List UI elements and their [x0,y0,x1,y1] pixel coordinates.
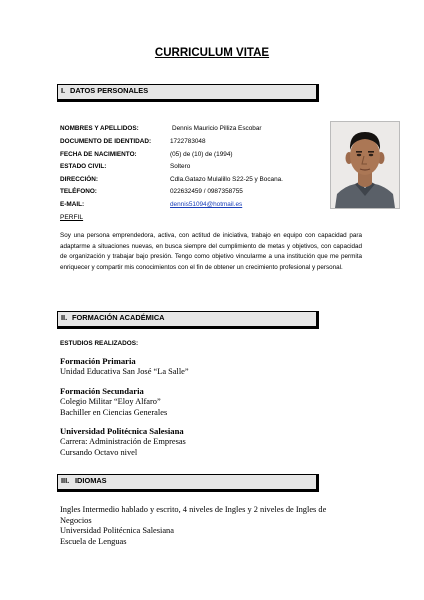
university-level: Cursando Octavo nivel [60,448,138,457]
portrait-image [331,122,399,208]
primary-school: Unidad Educativa San José “La Salle” [60,367,189,376]
field-label-birthdate: FECHA DE NACIMIENTO: [60,151,137,158]
university-career: Carrera: Administración de Empresas [60,437,186,446]
section-label: IDIOMAS [75,476,107,485]
profile-heading: PERFIL [60,214,84,221]
section-languages-header [57,474,319,492]
languages-line: Ingles Intermedio hablado y escrito, 4 niveles de Ingles y 2 niveles de Ingles de [60,505,327,514]
languages-line: Negocios [60,515,92,525]
field-label-civil-status: ESTADO CIVIL: [60,163,107,170]
studies-heading: ESTUDIOS REALIZADOS: [60,340,139,347]
languages-line: Universidad Politécnica Salesiana [60,526,174,535]
primary-title: Formación Primaria [60,356,136,366]
university-title: Universidad Politécnica Salesiana [60,426,184,436]
section-number: III. [61,476,70,485]
field-value-id: 1722783048 [170,138,206,145]
field-value-civil-status: Soltero [170,163,191,170]
secondary-degree: Bachiller en Ciencias Generales [60,408,168,417]
field-label-phone: TELÉFONO: [60,188,97,195]
secondary-title: Formación Secundaria [60,386,144,396]
section-personal-header [57,84,319,102]
field-label-email: E-MAIL: [60,201,85,208]
field-label-name: NOMBRES Y APELLIDOS: [60,125,139,132]
section-label: FORMACIÓN ACADÉMICA [72,313,165,322]
field-label-address: DIRECCIÓN: [60,176,98,183]
secondary-school: Colegio Militar “Eloy Alfaro” [60,397,161,406]
profile-text: Soy una persona emprendedora, activa, con actitud de iniciativa, trabajo en equipo con capacidad para adaptarme a situaciones nuevas, en busca siempre del cumplimiento de metas y objetivos, con capacidad de organización y trabajar bajo presión. Tengo como objetivo vincularme a una institución que me permita enriquecer y compartir mis conocimientos con el fin de obtener un crecimiento profesional y personal. [60,232,362,271]
field-value-name: Dennis Mauricio Pilliza Escobar [172,125,262,132]
section-academic-header [57,311,319,329]
section-number: I. [61,86,66,95]
email-link[interactable]: dennis51094@hotmail.es [170,201,243,208]
field-value-address: Cdla.Gatazo Mulalillo S22-25 y Bocana. [170,176,283,183]
languages-line: Escuela de Lenguas [60,536,127,546]
field-value-phone: 022632459 / 0987358755 [170,188,243,195]
section-label: DATOS PERSONALES [70,86,149,95]
field-label-id: DOCUMENTO DE IDENTIDAD: [60,138,152,145]
document-title: CURRICULUM VITAE [154,47,270,59]
profile-photo [330,121,400,209]
section-number: II. [61,313,68,322]
field-value-birthdate: (05) de (10) de (1994) [170,151,233,158]
languages-block [60,505,326,547]
